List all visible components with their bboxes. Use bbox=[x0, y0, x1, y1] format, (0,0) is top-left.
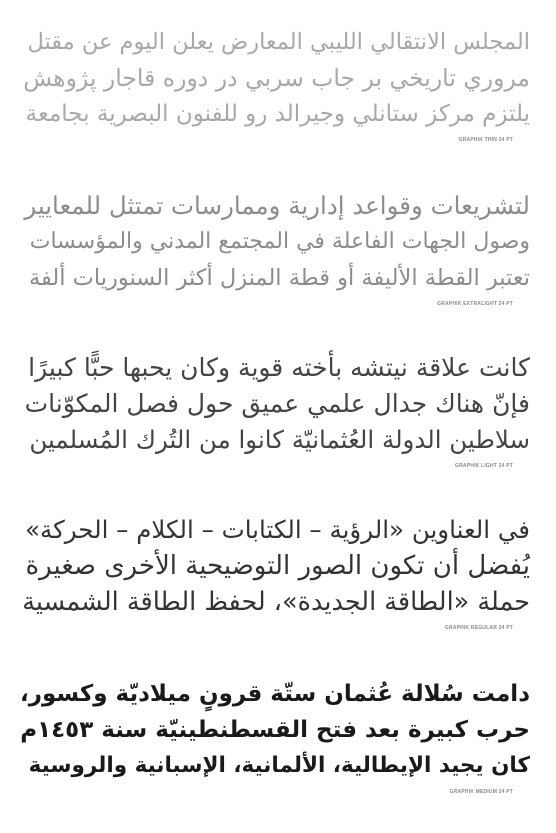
specimen-text-line: كانت علاقة نيتشه بأخته قوية وكان يحبها حبًّا كبيرًا bbox=[28, 353, 530, 382]
specimen-text-line: مروري تاريخي بر جاب سربي در دوره قاجار پژوهش bbox=[23, 64, 530, 92]
specimen-text-line: يُفضل أن تكون الصور التوضيحية الأخرى صغيرة bbox=[25, 551, 530, 581]
specimen-text-line: كان يجيد الإيطالية، الألمانية، الإسبانية والروسية bbox=[28, 753, 530, 778]
specimen-text-line: سلاطين الدولة العُثمانيّة كانوا من التُرك المُسلمين bbox=[29, 425, 530, 454]
specimen-text-line: حرب كبيرة بعد فتح القسطنطينيّة سنة ١٤٥٣م bbox=[20, 717, 530, 743]
specimen-text-line: حملة «الطاقة الجديدة»، لحفظ الطاقة الشمسية bbox=[22, 587, 530, 617]
weight-caption: GRAPHIK EXTRALIGHT 24 PT bbox=[437, 301, 513, 307]
weight-caption: GRAPHIK LIGHT 24 PT bbox=[455, 463, 513, 469]
specimen-text-line: دامت سُلالة عُثمان ستّة قرونٍ ميلاديّة وكسور، bbox=[20, 681, 530, 707]
specimen-text-line: في العناوين «الرؤية – الكتابات – الكلام – الحركة» bbox=[25, 515, 530, 544]
specimen-text-line: لتشريعات وقواعد إدارية وممارسات تمتثل للمعايير bbox=[24, 191, 530, 220]
weight-caption: GRAPHIK REGULAR 24 PT bbox=[444, 625, 513, 631]
specimen-graphik-extralight bbox=[0, 188, 556, 308]
specimen-graphik-thin bbox=[0, 24, 556, 144]
specimen-text-line: تعتبر القطة الأليفة أو قطة المنزل أكثر السنوريات ألفة bbox=[28, 265, 530, 291]
specimen-text-line: وصول الجهات الفاعلة في المجتمع المدني والمؤسسات bbox=[29, 229, 530, 254]
specimen-text-line: المجلس الانتقالي الليبي المعارض يعلن اليوم عن مقتل bbox=[27, 29, 530, 55]
specimen-text-line: يلتزم مركز ستانلي وجيرالد رو للفنون البصرية بجامعة bbox=[25, 101, 530, 127]
specimen-graphik-light bbox=[0, 350, 556, 470]
weight-caption: GRAPHIK THIN 24 PT bbox=[458, 137, 513, 143]
specimen-graphik-regular bbox=[0, 512, 556, 632]
specimen-graphik-medium bbox=[0, 676, 556, 796]
weight-caption: GRAPHIK MEDIUM 24 PT bbox=[449, 789, 513, 795]
specimen-text-line: فإنّ هناك جدال علمي عميق حول فصل المكوّنات bbox=[24, 389, 530, 418]
